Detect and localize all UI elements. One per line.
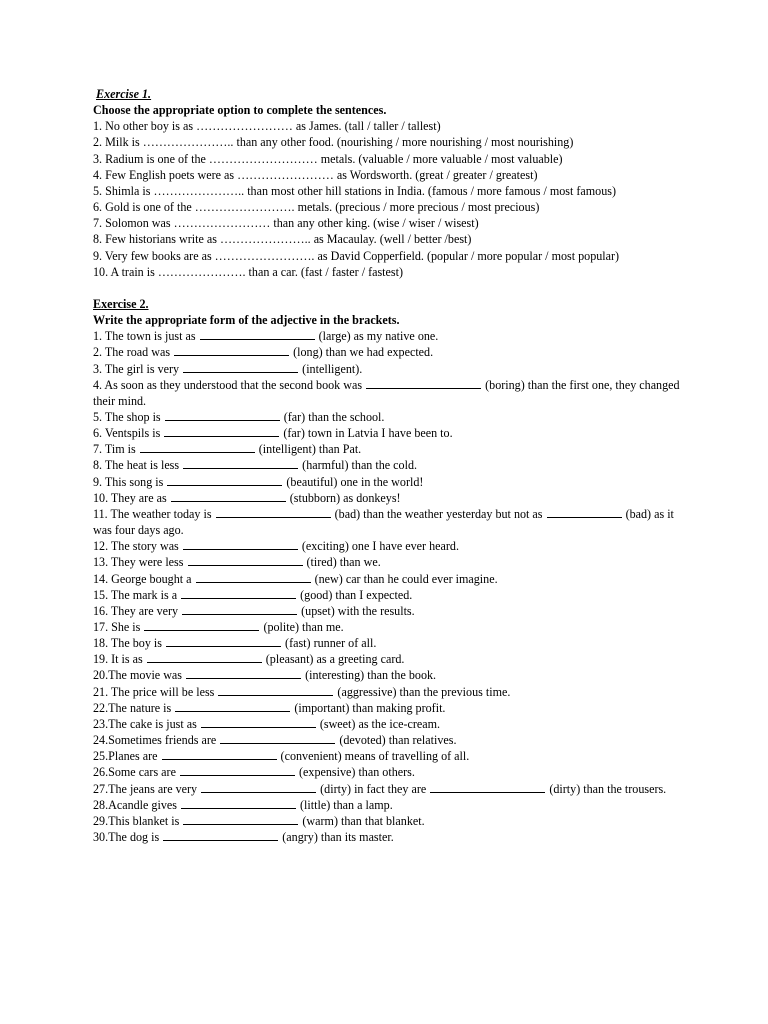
item-text-before: 15. The mark is a [93, 587, 178, 602]
answer-blank[interactable] [200, 328, 315, 340]
item-text-before: 11. The weather today is [93, 506, 212, 521]
exercise-2-instruction: Write the appropriate form of the adjective in the brackets. [93, 313, 400, 328]
item-text-after: (far) than the school. [283, 409, 385, 424]
exercise-2-item [93, 587, 683, 603]
answer-blank[interactable] [165, 409, 280, 421]
item-text-before: 29.This blanket is [93, 813, 180, 828]
answer-blank[interactable] [216, 506, 331, 518]
exercise-2-item [93, 328, 683, 344]
item-text-before: 4. As soon as they understood that the second book was [93, 377, 363, 392]
answer-blank[interactable] [167, 474, 282, 486]
answer-blank[interactable] [181, 797, 296, 809]
exercise-2-item [93, 813, 683, 829]
item-text-before: 7. Tim is [93, 442, 136, 457]
answer-blank[interactable] [218, 684, 333, 696]
answer-blank[interactable] [183, 813, 298, 825]
exercise-2-item [93, 554, 683, 570]
exercise-2-title: Exercise 2. [93, 296, 149, 311]
item-text-after: (tired) than we. [306, 555, 381, 570]
answer-blank[interactable] [180, 764, 295, 776]
item-text-after: (new) car than he could ever imagine. [314, 571, 498, 586]
item-text-before: 12. The story was [93, 539, 179, 554]
answer-blank[interactable] [164, 425, 279, 437]
answer-blank[interactable] [175, 700, 290, 712]
exercise-1-item: 3. Radium is one of the ……………………… metals. (valuable / more valuable / most valuable) [93, 151, 563, 166]
item-text-before: 9. This song is [93, 474, 164, 489]
item-text-after: (good) than I expected. [300, 587, 413, 602]
answer-blank[interactable] [182, 603, 297, 615]
answer-blank[interactable] [366, 377, 481, 389]
answer-blank[interactable] [201, 781, 316, 793]
exercise-2-item [93, 344, 683, 360]
item-text-after: (harmful) than the cold. [302, 458, 418, 473]
exercise-1-item: 1. No other boy is as …………………… as James. (tall / taller / tallest) [93, 119, 441, 134]
item-text-before: 20.The movie was [93, 668, 183, 683]
exercise-2-item [93, 457, 683, 473]
item-text-before: 6. Ventspils is [93, 426, 161, 441]
item-text-after: (devoted) than relatives. [339, 733, 457, 748]
item-text-after: (angry) than its master. [282, 830, 394, 845]
exercise-2-item [93, 797, 683, 813]
item-text-before: 21. The price will be less [93, 684, 215, 699]
item-text-after: (polite) than me. [263, 620, 344, 634]
exercise-2-item [93, 619, 683, 635]
exercise-1-item: 9. Very few books are as ……………………. as David Copperfield. (popular / more popular / most popular) [93, 248, 620, 263]
answer-blank[interactable] [181, 587, 296, 599]
exercise-2-item [93, 506, 683, 538]
exercise-2-item [93, 425, 683, 441]
item-text-before: 24.Sometimes friends are [93, 733, 217, 748]
item-text-after: (bad) as it was four days ago. [93, 506, 674, 538]
item-text-before: 14. George bought a [93, 571, 192, 586]
item-text-after: (exciting) one I have ever heard. [301, 539, 459, 554]
item-text-before: 8. The heat is less [93, 458, 180, 473]
item-text-after: (important) than making profit. [294, 700, 446, 715]
item-text-after: (aggressive) than the previous time. [337, 684, 511, 699]
item-text-before: 3. The girl is very [93, 361, 180, 376]
item-text-before: 16. They are very [93, 603, 179, 618]
exercise-2-item [93, 748, 683, 764]
item-text-before: 25.Planes are [93, 749, 158, 764]
answer-blank[interactable] [183, 361, 298, 373]
exercise-2-list [93, 328, 683, 845]
exercise-2-item [93, 603, 683, 619]
answer-blank[interactable] [162, 748, 277, 760]
exercise-2-item [93, 409, 683, 425]
item-text-after: (intelligent). [302, 361, 363, 376]
item-text-after: (upset) with the results. [301, 603, 415, 618]
exercise-2-item [93, 635, 683, 651]
answer-blank[interactable] [201, 716, 316, 728]
exercise-2-item [93, 651, 683, 667]
item-text-before: 17. She is [93, 620, 141, 634]
item-text-after: (stubborn) as donkeys! [289, 490, 401, 505]
item-text-middle: (bad) than the weather yesterday but not as [334, 506, 543, 521]
answer-blank[interactable] [171, 490, 286, 502]
item-text-after: (far) town in Latvia I have been to. [283, 426, 453, 441]
item-text-before: 2. The road was [93, 345, 171, 360]
item-text-after: (interesting) than the book. [305, 668, 437, 683]
answer-blank[interactable] [140, 441, 255, 453]
answer-blank[interactable] [166, 635, 281, 647]
worksheet-content [93, 86, 683, 845]
exercise-2-item [93, 538, 683, 554]
item-text-after: (boring) than the first one, they changed their mind. [93, 377, 680, 408]
exercise-2-item [93, 781, 683, 797]
item-text-before: 19. It is as [93, 652, 143, 667]
exercise-2-item [93, 829, 683, 845]
answer-blank[interactable] [183, 538, 298, 550]
item-text-after: (dirty) than the trousers. [549, 781, 667, 796]
item-text-before: 10. They are as [93, 490, 167, 505]
section-spacer [93, 280, 683, 296]
item-text-after: (sweet) as the ice-cream. [319, 716, 441, 731]
item-text-after: (pleasant) as a greeting card. [265, 652, 405, 667]
item-text-before: 23.The cake is just as [93, 716, 197, 731]
answer-blank[interactable] [147, 651, 262, 663]
exercise-2-item [93, 716, 683, 732]
answer-blank[interactable] [144, 619, 259, 631]
item-text-before: 5. The shop is [93, 409, 161, 424]
item-text-after: (long) than we had expected. [293, 345, 434, 360]
item-text-after: (large) as my native one. [318, 329, 439, 344]
exercise-1-list [93, 118, 683, 280]
item-text-before: 13. They were less [93, 555, 184, 570]
exercise-2-item [93, 667, 683, 683]
item-text-before: 22.The nature is [93, 700, 172, 715]
item-text-after: (little) than a lamp. [300, 797, 393, 812]
item-text-after: (convenient) means of travelling of all. [280, 749, 470, 764]
answer-blank[interactable] [186, 667, 301, 679]
exercise-2-item [93, 474, 683, 490]
answer-blank[interactable] [220, 732, 335, 744]
item-text-before: 1. The town is just as [93, 329, 196, 344]
item-text-after: (expensive) than others. [299, 765, 415, 780]
exercise-1-item: 7. Solomon was …………………… than any other king. (wise / wiser / wisest) [93, 216, 479, 231]
exercise-2-item [93, 571, 683, 587]
answer-blank[interactable] [174, 344, 289, 356]
item-text-before: 30.The dog is [93, 830, 160, 845]
answer-blank[interactable] [163, 829, 278, 841]
exercise-1-title: Exercise 1. [96, 87, 152, 101]
exercise-1-item: 4. Few English poets were as …………………… as Wordsworth. (great / greater / greatest) [93, 167, 538, 182]
exercise-1-item: 8. Few historians write as ………………….. as Macaulay. (well / better /best) [93, 232, 472, 247]
answer-blank[interactable] [183, 457, 298, 469]
item-text-after: (fast) runner of all. [285, 636, 377, 651]
exercise-1-item: 10. A train is …………………. than a car. (fast / faster / fastest) [93, 264, 404, 279]
exercise-2-item [93, 377, 683, 409]
exercise-1-item: 5. Shimla is ………………….. than most other hill stations in India. (famous / more famous / most famous) [93, 183, 617, 198]
item-text-middle: (dirty) in fact they are [320, 781, 427, 796]
answer-blank[interactable] [196, 571, 311, 583]
item-text-after: (beautiful) one in the world! [286, 474, 424, 489]
item-text-before: 26.Some cars are [93, 765, 176, 780]
item-text-before: 18. The boy is [93, 636, 162, 651]
item-text-before: 28.Acandle gives [93, 797, 177, 812]
exercise-2-item [93, 490, 683, 506]
exercise-2-item [93, 700, 683, 716]
exercise-1-instruction: Choose the appropriate option to complete the sentences. [93, 103, 387, 118]
item-text-after: (intelligent) than Pat. [258, 442, 362, 457]
item-text-before: 27.The jeans are very [93, 781, 198, 796]
item-text-after: (warm) than that blanket. [302, 813, 425, 828]
exercise-2-item [93, 361, 683, 377]
exercise-1-item: 2. Milk is ………………….. than any other food. (nourishing / more nourishing / most nourishing) [93, 135, 574, 150]
exercise-1-item: 6. Gold is one of the ……………………. metals. (precious / more precious / most precious) [93, 200, 540, 215]
exercise-2-item [93, 764, 683, 780]
exercise-2-item [93, 441, 683, 457]
answer-blank[interactable] [188, 554, 303, 566]
answer-blank[interactable] [430, 781, 545, 793]
exercise-2-item [93, 732, 683, 748]
answer-blank[interactable] [547, 506, 622, 518]
exercise-2-item [93, 684, 683, 700]
